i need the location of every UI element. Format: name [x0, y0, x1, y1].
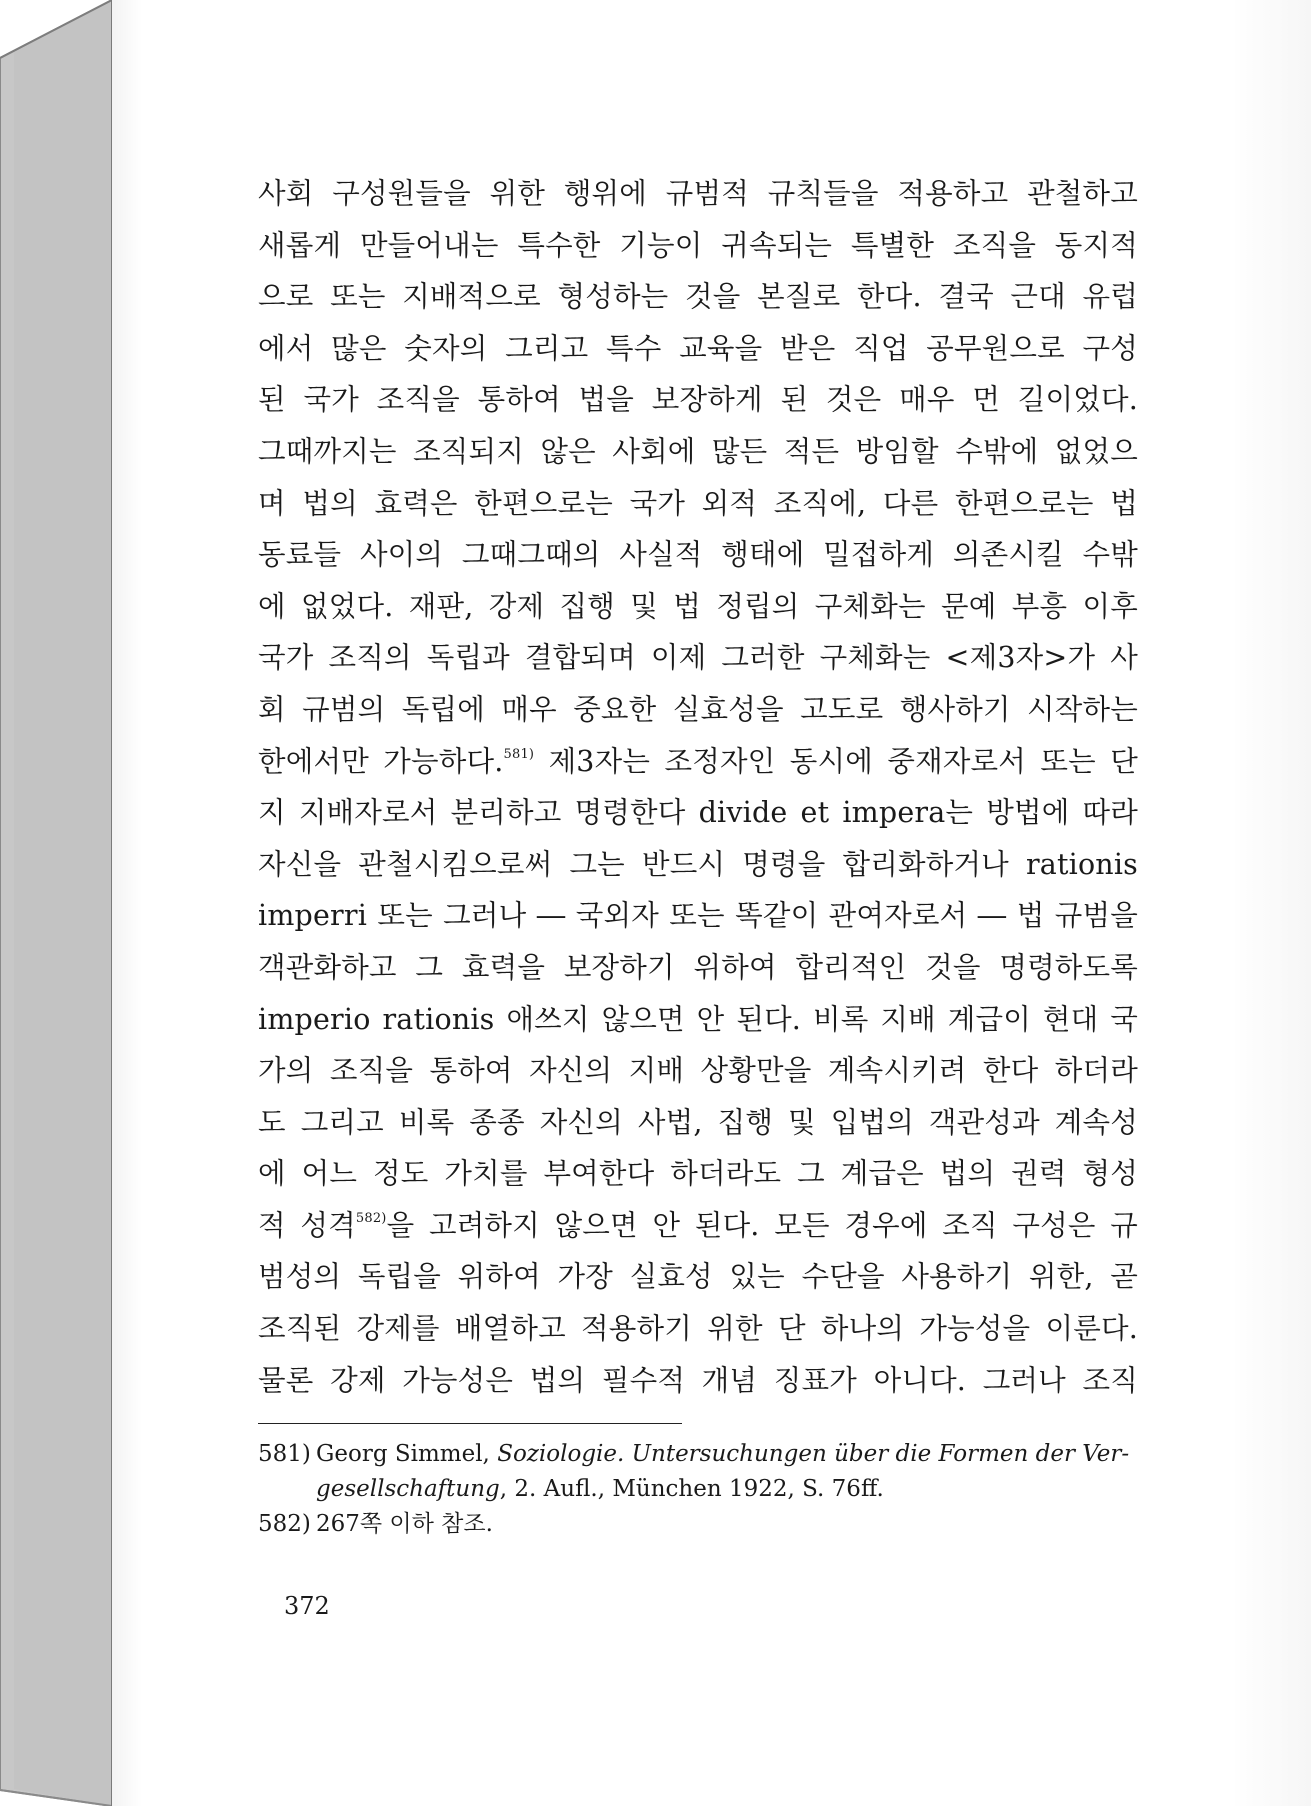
text-line: 가의 조직을 통하여 자신의 지배 상황만을 계속시키려 한다 하더라 — [258, 1054, 1138, 1088]
text-line: 조직된 강제를 배열하고 적용하기 위한 단 하나의 가능성을 이룬다. — [258, 1312, 1138, 1346]
body-text — [258, 168, 1138, 1406]
footnote-581 — [258, 1437, 1138, 1507]
text-line: 지 지배자로서 분리하고 명령한다 divide et impera는 방법에 따라 — [258, 796, 1138, 830]
text-line: 자신을 관철시킴으로써 그는 반드시 명령을 합리화하거나 rationis — [258, 847, 1138, 881]
text-segment: 적 성격 — [258, 1208, 356, 1242]
text-line: 동료들 사이의 그때그때의 사실적 행태에 밀접하게 의존시킬 수밖 — [258, 538, 1138, 572]
text-line: 된 국가 조직을 통하여 법을 보장하게 된 것은 매우 먼 길이었다. — [258, 383, 1138, 417]
text-line-with-footnote-582 — [258, 1200, 1138, 1252]
footnote-number: 582) — [258, 1511, 311, 1537]
footnote-ref-581[interactable]: 581) — [503, 746, 535, 762]
text-line: 새롭게 만들어내는 특수한 기능이 귀속되는 특별한 조직을 동지적 — [258, 228, 1138, 262]
text-line: 에 없었다. 재판, 강제 집행 및 법 정립의 구체화는 문예 부흥 이후 — [258, 589, 1138, 623]
text-segment: 제3자는 조정자인 동시에 중재자로서 또는 단 — [534, 744, 1138, 778]
footnote-line — [316, 1472, 1138, 1507]
text-line: 에 어느 정도 가치를 부여한다 하더라도 그 계급은 법의 권력 형성 — [258, 1157, 1138, 1191]
footnote-582 — [258, 1507, 1138, 1542]
text-segment: 을 고려하지 않으면 안 된다. 모든 경우에 조직 구성은 규 — [386, 1208, 1138, 1242]
text-segment: 한에서만 가능하다. — [258, 744, 504, 778]
text-line: 범성의 독립을 위하여 가장 실효성 있는 수단을 사용하기 위한, 곧 — [258, 1260, 1138, 1294]
footnote-number: 581) — [258, 1441, 311, 1467]
text-line: 국가 조직의 독립과 결합되며 이제 그러한 구체화는 <제3자>가 사 — [258, 641, 1138, 675]
footnote-title-cont: gesellschaftung — [316, 1476, 500, 1502]
text-line: 며 법의 효력은 한편으로는 국가 외적 조직에, 다른 한편으로는 법 — [258, 486, 1138, 520]
text-line: 그때까지는 조직되지 않은 사회에 많든 적든 방임할 수밖에 없었으 — [258, 434, 1138, 468]
footnotes — [258, 1437, 1138, 1542]
footnote-author: Georg Simmel, — [316, 1441, 498, 1467]
text-line: 객관화하고 그 효력을 보장하기 위하여 합리적인 것을 명령하도록 — [258, 950, 1138, 984]
footnote-divider — [258, 1423, 682, 1424]
footnote-line — [316, 1437, 1138, 1472]
text-line: 사회 구성원들을 위한 행위에 규범적 규칙들을 적용하고 관철하고 — [258, 177, 1138, 210]
text-line: imperri 또는 그러나 ― 국외자 또는 똑같이 관여자로서 ― 법 규범을 — [258, 899, 1138, 933]
footnote-title: Soziologie. Untersuchungen über die Formen der Ver- — [497, 1441, 1130, 1467]
text-line-with-footnote-581 — [258, 736, 1138, 788]
footnote-text: 267쪽 이하 참조. — [316, 1511, 493, 1537]
footnote-ref-582[interactable]: 582) — [355, 1210, 387, 1226]
text-line: 도 그리고 비록 종종 자신의 사법, 집행 및 입법의 객관성과 계속성 — [258, 1105, 1138, 1139]
text-line: 에서 많은 숫자의 그리고 특수 교육을 받은 직업 공무원으로 구성 — [258, 331, 1138, 365]
text-line: 으로 또는 지배적으로 형성하는 것을 본질로 한다. 결국 근대 유럽 — [258, 280, 1138, 314]
text-line: 회 규범의 독립에 매우 중요한 실효성을 고도로 행사하기 시작하는 — [258, 692, 1138, 726]
footnote-citation: , 2. Aufl., München 1922, S. 76ff. — [499, 1476, 884, 1502]
text-line: 물론 강제 가능성은 법의 필수적 개념 징표가 아니다. 그러나 조직 — [258, 1363, 1138, 1397]
page-number: 372 — [284, 1592, 330, 1620]
text-line: imperio rationis 애쓰지 않으면 안 된다. 비록 지배 계급이 현대 국 — [258, 1002, 1138, 1036]
